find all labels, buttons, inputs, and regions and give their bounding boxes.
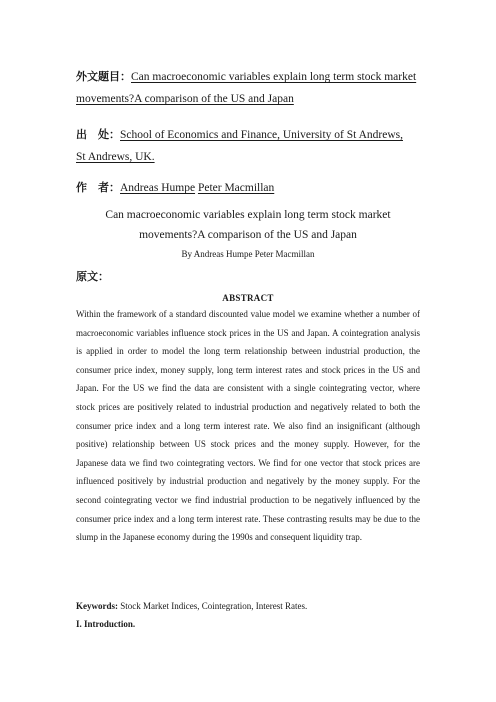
abstract-heading: ABSTRACT	[222, 293, 274, 303]
source-label: 出 处：	[76, 128, 120, 141]
foreign-title-label: 外文题目：	[76, 70, 131, 83]
foreign-title-line1: Can macroeconomic variables explain long term stock market	[131, 71, 417, 83]
byline: By Andreas Humpe Peter Macmillan	[181, 249, 315, 259]
section-heading-introduction: I. Introduction.	[76, 619, 136, 629]
author-name-1: Andreas Humpe	[120, 182, 196, 194]
keywords-text: Stock Market Indices, Cointegration, Interest Rates.	[120, 601, 308, 611]
paper-title	[76, 205, 420, 245]
keywords-label: Keywords:	[76, 601, 118, 611]
source-line1: School of Economics and Finance, University of St Andrews,	[120, 129, 403, 141]
original-text-label: 原文：	[76, 270, 109, 283]
source-line2: St Andrews, UK.	[76, 151, 155, 163]
source-field	[76, 124, 420, 168]
keywords	[76, 601, 420, 611]
author-field	[76, 177, 420, 199]
paper-title-line1: Can macroeconomic variables explain long term stock market	[105, 209, 391, 221]
foreign-title-field	[76, 66, 420, 110]
author-name-2: Peter Macmillan	[197, 182, 275, 194]
paper-title-line2: movements?A comparison of the US and Japan	[139, 229, 357, 241]
author-label: 作 者：	[76, 181, 120, 194]
abstract-body: Within the framework of a standard discounted value model we examine whether a number of macroeconomic variables influence stock prices in the US and Japan. A cointegration analysis is applied in order to model the long term relationship between industrial production, the consumer price index, money supply, long term interest rates and stock prices in the US and Japan. For the US we find the data are consistent with a single cointegrating vector, where stock prices are positively related to industrial production and negatively related to both the consumer price index and a long term interest rate. We also find an insignificant (although positive) relationship between US stock prices and the money supply. However, for the Japanese data we find two cointegrating vectors. We find for one vector that stock prices are influenced positively by industrial production and negatively by the money supply. For the second cointegrating vector we find industrial production to be negatively influenced by the consumer price index and a long term interest rate. These contrasting results may be due to the slump in the Japanese economy during the 1990s and consequent liquidity trap.	[76, 309, 420, 543]
foreign-title-line2: movements?A comparison of the US and Japan	[76, 93, 294, 105]
